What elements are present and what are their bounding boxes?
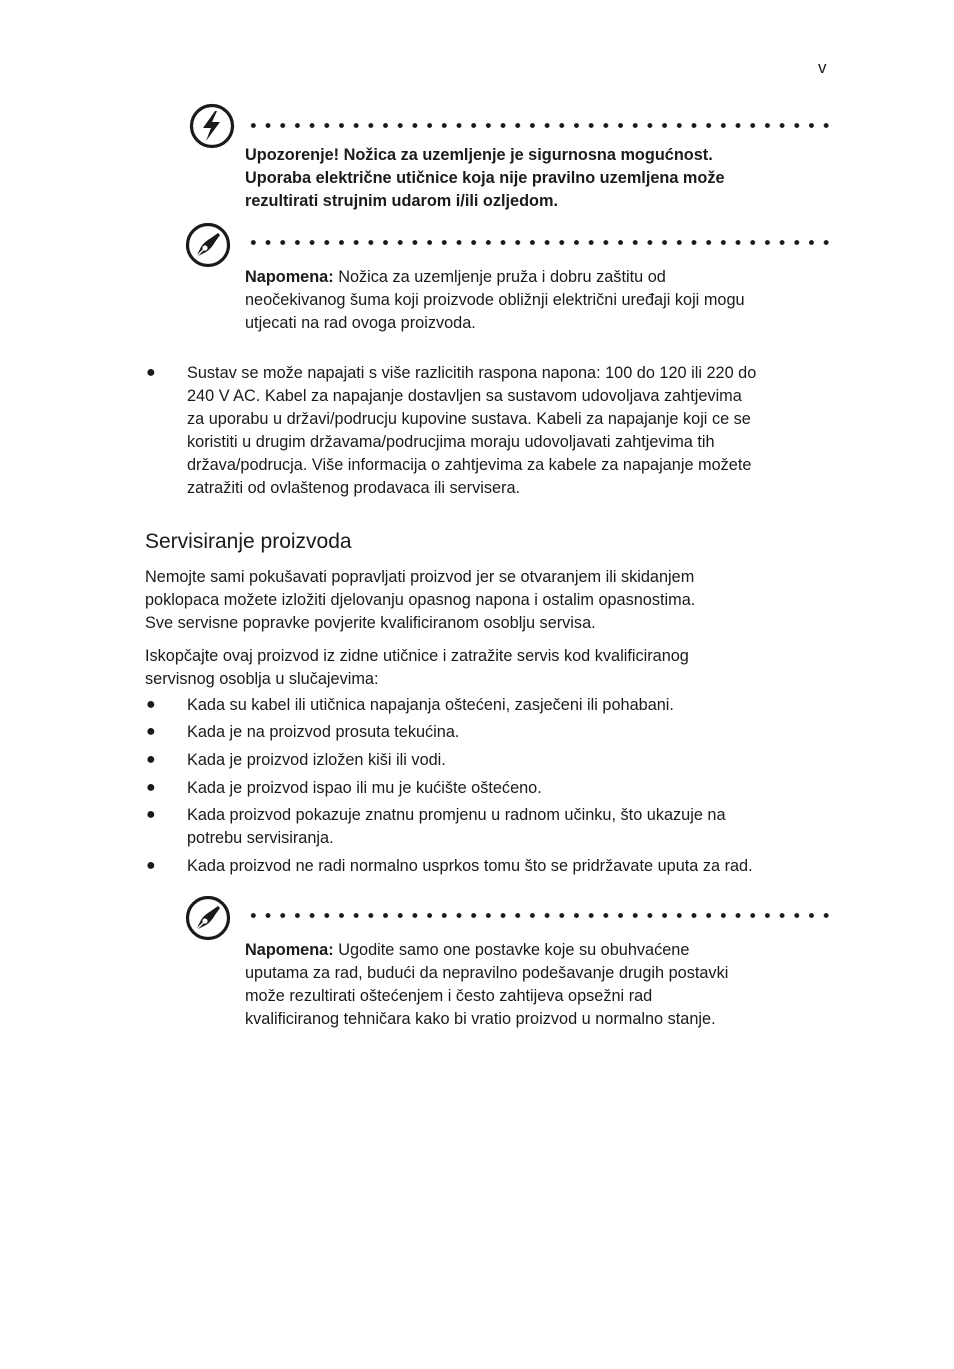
note-divider	[246, 913, 830, 918]
paragraph-line: Iskopčajte ovaj proizvod iz zidne utičnice i zatražite servis kod kvalificiranog	[145, 647, 689, 665]
note-pen-icon	[184, 221, 232, 269]
note-line: može rezultirati oštećenjem i često zahtijeva opsežni rad	[245, 987, 653, 1005]
bullet-line: koristiti u drugim državama/podrucjima moraju udovoljavati zahtjevima tih	[187, 433, 715, 451]
warning-line: rezultirati strujnim udarom i/ili ozljedom.	[245, 192, 559, 210]
page-number: v	[818, 58, 827, 77]
bullet-text	[187, 855, 837, 878]
paragraph-line: poklopaca možete izložiti djelovanju opasnog napona i ostalim opasnostima.	[145, 591, 696, 609]
paragraph	[145, 566, 825, 635]
bullet-line: Kada je proizvod izložen kiši ili vodi.	[187, 751, 446, 769]
note-divider	[246, 240, 830, 245]
bullet-line: Kada proizvod ne radi normalno usprkos tomu što se pridržavate uputa za rad.	[187, 857, 753, 875]
bullet-line: zatražiti od ovlaštenog prodavaca ili servisera.	[187, 479, 521, 497]
section-heading: Servisiranje proizvoda	[145, 530, 352, 553]
warning-divider	[246, 123, 830, 128]
note-line: Nožica za uzemljenje pruža i dobru zaštitu od	[333, 268, 666, 286]
paragraph-line: servisnog osoblja u slučajevima:	[145, 670, 379, 688]
bullet-line: Kada je na proizvod prosuta tekućina.	[187, 723, 460, 741]
paragraph-line: Sve servisne popravke povjerite kvalificiranom osoblju servisa.	[145, 614, 596, 632]
note-line: utjecati na rad ovoga proizvoda.	[245, 314, 476, 332]
bullet-text	[187, 777, 837, 800]
note-line: neočekivanog šuma koji proizvode obližnji električni uređaji koji mogu	[245, 291, 745, 309]
note-text	[245, 939, 835, 1031]
bullet-marker: ●	[146, 364, 156, 381]
bullet-marker: ●	[146, 751, 156, 768]
note-pen-icon	[184, 894, 232, 942]
bullet-line: Kada proizvod pokazuje znatnu promjenu u radnom učinku, što ukazuje na	[187, 806, 726, 824]
bullet-line: Sustav se može napajati s više razlicitih raspona napona: 100 do 120 ili 220 do	[187, 364, 757, 382]
note-label: Napomena:	[245, 268, 334, 286]
bullet-marker: ●	[146, 806, 156, 823]
bullet-text	[187, 804, 837, 850]
paragraph	[145, 645, 825, 691]
bullet-marker: ●	[146, 723, 156, 740]
note-line: Ugodite samo one postavke koje su obuhvaćene	[333, 941, 690, 959]
warning-text	[245, 144, 835, 213]
paragraph-line: Nemojte sami pokušavati popravljati proizvod jer se otvaranjem ili skidanjem	[145, 568, 695, 586]
bullet-text	[187, 749, 837, 772]
note-line: uputama za rad, budući da nepravilno podešavanje drugih postavki	[245, 964, 729, 982]
bullet-line: Kada je proizvod ispao ili mu je kućište oštećeno.	[187, 779, 542, 797]
warning-line: Upozorenje! Nožica za uzemljenje je sigurnosna mogućnost.	[245, 146, 713, 164]
bullet-marker: ●	[146, 857, 156, 874]
note-label: Napomena:	[245, 941, 334, 959]
bullet-text	[187, 694, 837, 717]
note-text	[245, 266, 835, 335]
warning-lightning-icon	[188, 102, 236, 150]
warning-line: Uporaba električne utičnice koja nije pravilno uzemljena može	[245, 169, 725, 187]
bullet-marker: ●	[146, 696, 156, 713]
bullet-text	[187, 721, 837, 744]
note-line: kvalificiranog tehničara kako bi vratio proizvod u normalno stanje.	[245, 1010, 716, 1028]
bullet-line: Kada su kabel ili utičnica napajanja oštećeni, zasječeni ili pohabani.	[187, 696, 674, 714]
bullet-line: država/podrucja. Više informacija o zahtjevima za kabele za napajanje možete	[187, 456, 752, 474]
bullet-line: za uporabu u državi/podrucju kupovine sustava. Kabeli za napajanje koji ce se	[187, 410, 751, 428]
bullet-line: potrebu servisiranja.	[187, 829, 334, 847]
bullet-line: 240 V AC. Kabel za napajanje dostavljen sa sustavom udovoljava zahtjevima	[187, 387, 742, 405]
bullet-marker: ●	[146, 779, 156, 796]
bullet-text	[187, 362, 837, 500]
